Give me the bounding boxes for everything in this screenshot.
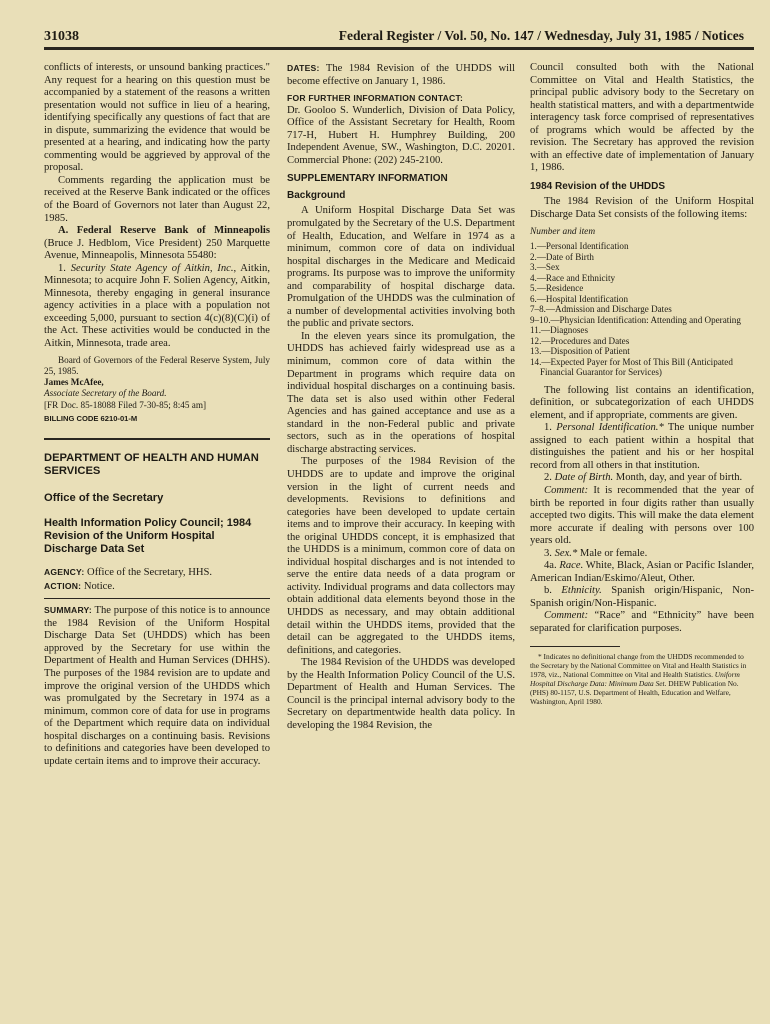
signer-name [44, 377, 270, 388]
list-item: 4.—Race and Ethnicity [530, 272, 616, 283]
comment-text: “Race” and “Ethnicity” have been separated for clarification purposes. [530, 610, 754, 634]
paragraph: The purposes of the 1984 Revision of the UHDDS are to update and improve the original version in the light of current needs and developments. Revisions to definitions and categories have been developed to update certain items and to improve their accuracy. In keeping with the original UHDDS concept, it is emphasized that the UHDDS is a minimum, common core of data on individual hospital discharges and is not intended to serve the entire data needs of a data program or activity. Individual programs and data collectors may obtain additional data elements beyond those in the UHDDS as necessary, and may obtain additional detail within the UHDDS items, provided that the detail can be aggregated to the UHDDS items, definitions, and categories. [287, 456, 515, 656]
item-name: Date of Birth. [554, 472, 614, 484]
summary-text: The purpose of this notice is to announce the 1984 Revision of the Uniform Hospital Discharge Data Set (UHDDS) which has been approved by the Secretary for use within the Department of Health and Human Services (DHHS). The purposes of the 1984 revision are to update and improve the original version of the UHDDS which was promulgated by the Secretary in 1974 as a minimum, common core of data for use in programs of the Department which require data on individual hospital discharges on a continuing basis. Revisions to definitions and categories have been developed to update certain items and to improve their accuracy. [44, 605, 270, 767]
item-definition: White, Black, Asian or Pacific Islander, American Indian/Eskimo/Aleut, Other. [530, 560, 755, 584]
column-middle [287, 62, 515, 732]
contact-text: Dr. Gooloo S. Wunderlich, Division of Data Policy, Office of the Assistant Secretary for Health, Room 717-H, Hubert H. Humphrey Building, 200 Independent Avenue, SW., Washington, D.C. 20201. Commercial Phone: (202) 245-2100. [287, 104, 515, 166]
list-item: 2.—Date of Birth [530, 251, 594, 262]
page-header [44, 28, 744, 45]
action-label: ACTION: [44, 580, 82, 591]
item-name: Personal Identification.* [556, 422, 664, 434]
department-heading: DEPARTMENT OF HEALTH AND HUMAN SERVICES [44, 451, 259, 477]
footnote-rule [530, 646, 620, 647]
item-number: 2. [544, 472, 555, 484]
list-heading: Number and item [530, 226, 596, 237]
item-name: Race. [559, 560, 584, 572]
divider [44, 598, 270, 599]
list-item: 6.—Hospital Identification [530, 293, 628, 304]
action-text: Notice. [81, 580, 115, 592]
footnote [530, 652, 754, 706]
agency-label: AGENCY: [44, 567, 85, 578]
paragraph: Council consulted both with the National Committee on Vital and Health Statistics, the principal public advisory body to the Secretary on health statistical matters, and with a departmentwide interagency task force comprised of representatives of programs which would be affected by the revision. The Secretary has approved the revision with an effective date of implementation of January 1, 1986. [530, 62, 754, 174]
signer: James McAfee, [44, 377, 104, 388]
column-left [44, 62, 270, 768]
item-number: b. [544, 585, 562, 597]
item-name: Sex.* [554, 547, 578, 559]
item-number: 3. [544, 547, 555, 559]
board-line: Board of Governors of the Federal Reserve System, July 25, 1985. [44, 354, 270, 376]
paragraph: A Uniform Hospital Discharge Data Set was promulgated by the Secretary of the U.S. Department of Health, Education, and Welfare in 1974 as a minimum, common core of data on individual hospital discharges in the Medicare and Medicaid programs. Its purpose was to improve the uniformity and comparability of hospital discharge data. Promulgation of the UHDDS was the culmination of a number of developmental activities involving both the public and private sectors. [287, 205, 515, 330]
summary [44, 604, 270, 768]
list-item: 14.—Expected Payer for Most of This Bill (Anticipated Financial Guarantor for Services) [530, 356, 733, 378]
footnote-title: Uniform Hospital Discharge Data: Minimum Data Set. [530, 669, 740, 688]
paragraph [44, 225, 270, 263]
list-item: 3.—Sex [530, 262, 560, 273]
footnote-text: DHEW Publication No. (PHS) 80-1157, U.S. Department of Health, Education and Welfare, Washington, April 1980. [530, 678, 739, 706]
comment-label: Comment: [544, 610, 589, 622]
comment [530, 485, 754, 548]
action-line [44, 580, 270, 594]
contact-label: FOR FURTHER INFORMATION CONTACT: [287, 93, 464, 104]
applicant-name: Security State Agency of Aitkin, Inc. [70, 262, 234, 274]
billing-code: BILLING CODE 6210-01-M [44, 414, 138, 424]
paragraph: conflicts of interests, or unsound banking practices." Any request for a hearing on this question must be accompanied by a statement of the reasons a written presentation would not suffice in lieu of a hearing, identifying specifically any questions of fact that are in dispute, summarizing the evidence that would be presented at a hearing, and indicating how the party commenting would be aggrieved by approval of the proposal. [44, 62, 270, 174]
comment-label: Comment: [544, 484, 589, 496]
item-definition: The unique number assigned to each patient within a hospital that distinguishes the patient and his or her hospital record from all others in that institution. [530, 422, 754, 471]
definition [530, 585, 754, 610]
item-list [530, 241, 754, 378]
office-heading: Office of the Secretary [44, 492, 164, 505]
item-name: Ethnicity. [561, 585, 602, 597]
agency-text: Office of the Secretary, HHS. [84, 567, 213, 579]
list-item: 5.—Residence [530, 283, 584, 294]
dates-line [287, 62, 515, 88]
paragraph [44, 263, 270, 351]
paragraph: The following list contains an identification, definition, or subcategorization of each UHDDS element, and if appropriate, comments are given. [530, 384, 754, 421]
definition [530, 472, 754, 485]
column-right [530, 62, 754, 706]
paragraph: In the eleven years since its promulgation, the UHDDS has achieved fairly widespread use as a minimum, common core of data within the Department in programs which require data on individual hospital discharges on a continuing basis. The data set is also used within other Federal Agencies and has gained acceptance and use as a standard in the non-Federal public and private sectors, such as in the operations of hospital discharge abstracting services. [287, 330, 515, 455]
bank-address: (Bruce J. Hedblom, Vice President) 250 Marquette Avenue, Minneapolis, Minnesota 55480: [44, 237, 270, 262]
paragraph: The 1984 Revision of the UHDDS was developed by the Health Information Policy Council of the U.S. Department of Health and Human Services. The Council is the principal internal advisory body to the Secretary on departmentwide health data policy. In developing the 1984 Revision, the [287, 657, 515, 731]
list-item: 11.—Diagnoses [530, 325, 589, 336]
supplementary-label: SUPPLEMENTARY INFORMATION [287, 173, 448, 185]
revision-heading: 1984 Revision of the UHDDS [530, 180, 666, 192]
running-title: Federal Register / Vol. 50, No. 147 / Wednesday, July 31, 1985 / Notices [338, 28, 744, 43]
list-item: 13.—Disposition of Patient [530, 346, 630, 357]
dates-label: DATES: [287, 63, 320, 73]
list-item: 7–8.—Admission and Discharge Dates [530, 304, 672, 315]
background-heading: Background [287, 189, 346, 201]
comment [530, 610, 754, 635]
section-rule [44, 438, 270, 440]
item-number: 1. [58, 262, 71, 274]
definition [530, 422, 754, 472]
application-text: , Aitkin, Minnesota; to acquire John F. Solien Agency, Aitkin, Minnesota, thereby engaging in general insurance agency activities in a place with a population not exceeding 5,000, pursuant to section 4(c)(8)(C)(i) of the Act. These activities would be conducted in the Aitkin, Minnesota, trade area. [44, 262, 270, 350]
agency-line [44, 566, 270, 580]
item-definition: Spanish origin/Hispanic, Non-Spanish origin/Non-Hispanic. [530, 585, 755, 609]
list-item: 1.—Personal Identification [530, 241, 629, 252]
item-number: 4a. [544, 560, 560, 572]
summary-label: SUMMARY: [44, 605, 92, 616]
definition [530, 548, 754, 561]
fr-doc-line: [FR Doc. 85-18088 Filed 7-30-85; 8:45 am] [44, 399, 207, 410]
list-item: 9–10.—Physician Identification: Attending and Operating [530, 314, 741, 325]
item-definition: Male or female. [577, 547, 648, 559]
paragraph: The 1984 Revision of the Uniform Hospital Discharge Data Set consists of the following items: [530, 196, 754, 221]
dates-text: The 1984 Revision of the UHDDS will become effective on January 1, 1986. [287, 63, 515, 87]
item-definition: Month, day, and year of birth. [613, 472, 743, 484]
comment-text: It is recommended that the year of birth be reported in four digits rather than usually accepted two digits. This will make the data element more accurate if dealing with persons over 100 years old. [530, 484, 754, 547]
footnote-text: * Indicates no definitional change from the UHDDS recommended to the Secretary by the National Committee on Vital and Health Statistics in 1978, viz., National Committee on Vital and Health Statistics. [530, 651, 747, 679]
signer-title [44, 388, 270, 399]
page-number: 31038 [44, 29, 79, 44]
item-number: 1. [544, 422, 557, 434]
definition [530, 560, 754, 585]
bank-name: A. Federal Reserve Bank of Minneapolis [58, 225, 270, 237]
signer-title-text: Associate Secretary of the Board. [44, 388, 167, 399]
list-item: 12.—Procedures and Dates [530, 335, 630, 346]
document-title: Health Information Policy Council; 1984 Revision of the Uniform Hospital Discharge Data Set [44, 516, 252, 555]
header-rule [44, 47, 754, 50]
paragraph: Comments regarding the application must be received at the Reserve Bank indicated or the offices of the Board of Governors not later than August 22, 1985. [44, 174, 270, 224]
